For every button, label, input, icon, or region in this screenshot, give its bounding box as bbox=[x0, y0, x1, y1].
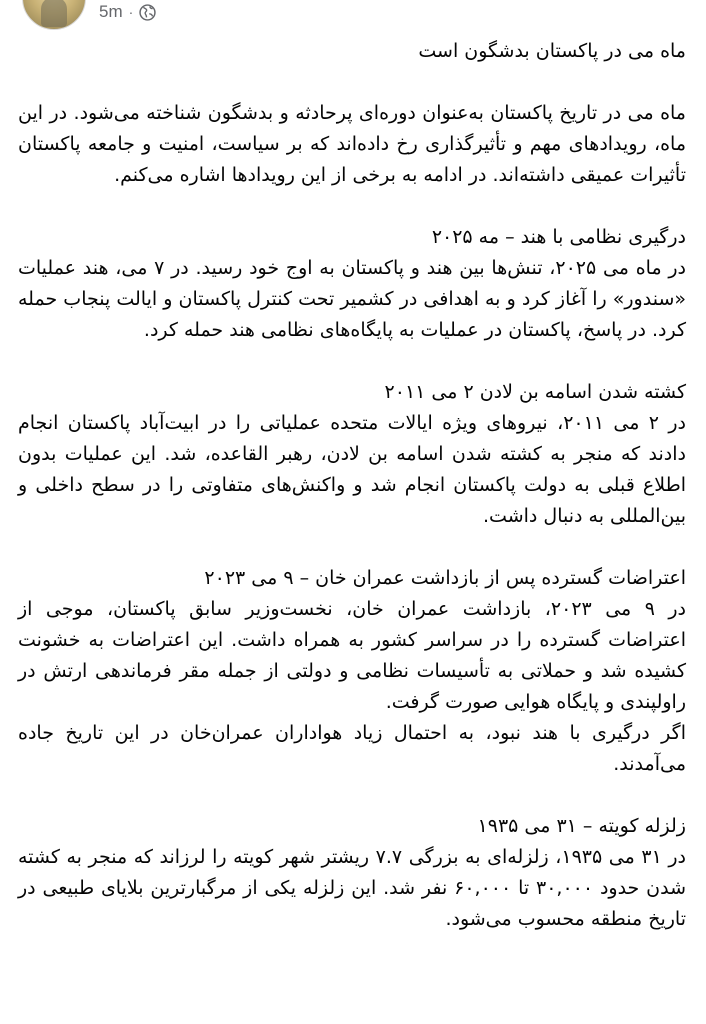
globe-icon[interactable] bbox=[139, 4, 156, 21]
section-quetta-earthquake: زلزله کویته – ۳۱ می ۱۹۳۵ در ۳۱ می ۱۹۳۵، زلزله‌ای به بزرگی ۷.۷ ریشتر شهر کویته را لرزاند که منجر به کشته شدن حدود ۳۰,۰۰۰ تا ۶۰,۰۰۰ نفر شد. این زلزله یکی از مرگبارترین بلایای طبیعی در تاریخ منطقه محسوب می‌شود. bbox=[18, 815, 687, 930]
post-body bbox=[18, 36, 686, 935]
post-meta bbox=[99, 1, 156, 23]
post-title: ماه می در پاکستان بدشگون است bbox=[418, 40, 686, 62]
post-intro-paragraph: ماه می در تاریخ پاکستان به‌عنوان دوره‌ای پرحادثه و بدشگون شناخته می‌شود. در این ماه، رویدادهای مهم و تأثیرگذاری رخ داده‌اند که بر سیاست، امنیت و جامعه پاکستان تأثیرات عمیقی داشته‌اند. در ادامه به برخی از این رویدادها اشاره می‌کنم. bbox=[18, 102, 686, 186]
section-imran-khan-protests: اعتراضات گسترده پس از بازداشت عمران خان – ۹ می ۲۰۲۳ در ۹ می ۲۰۲۳، بازداشت عمران خان، نخست‌وزیر سابق پاکستان، موجی از اعتراضات گسترده را در سراسر کشور به همراه داشت. این اعتراضات به خشونت کشیده شد و حملاتی به تأسیسات نظامی و دولتی از جمله مقر فرماندهی ارتش در راولپندی و پایگاه هوایی صورت گرفت. اگر درگیری با هند نبود، به احتمال زیاد هواداران عمران‌خان در این تاریخ جاده می‌آمدند. bbox=[18, 567, 687, 775]
section-india-conflict: درگیری نظامی با هند – مه ۲۰۲۵ در ماه می ۲۰۲۵، تنش‌ها بین هند و پاکستان به اوج خود رسید. در ۷ می، هند عملیات «سندور» را آغاز کرد و به اهدافی در کشمیر تحت کنترل پاکستان و ایالت پنجاب حمله کرد. در پاسخ، پاکستان در عملیات به پایگاه‌های نظامی هند حمله کرد. bbox=[18, 226, 687, 341]
avatar[interactable] bbox=[22, 0, 86, 30]
meta-separator: · bbox=[128, 4, 134, 20]
section-bin-laden: کشته شدن اسامه بن لادن ۲ می ۲۰۱۱ در ۲ می ۲۰۱۱، نیروهای ویژه ایالات متحده عملیاتی را در ابیت‌آباد پاکستان انجام دادند که منجر به کشته شدن اسامه بن لادن، رهبر القاعده، شد. این عملیات بدون اطلاع قبلی به دولت پاکستان انجام شد و واکنش‌های متفاوتی را در سطح داخلی و بین‌المللی به دنبال داشت. bbox=[18, 381, 686, 527]
post-header bbox=[0, 0, 706, 30]
avatar-figure bbox=[41, 0, 67, 27]
post-timestamp[interactable]: 5m bbox=[99, 2, 123, 21]
